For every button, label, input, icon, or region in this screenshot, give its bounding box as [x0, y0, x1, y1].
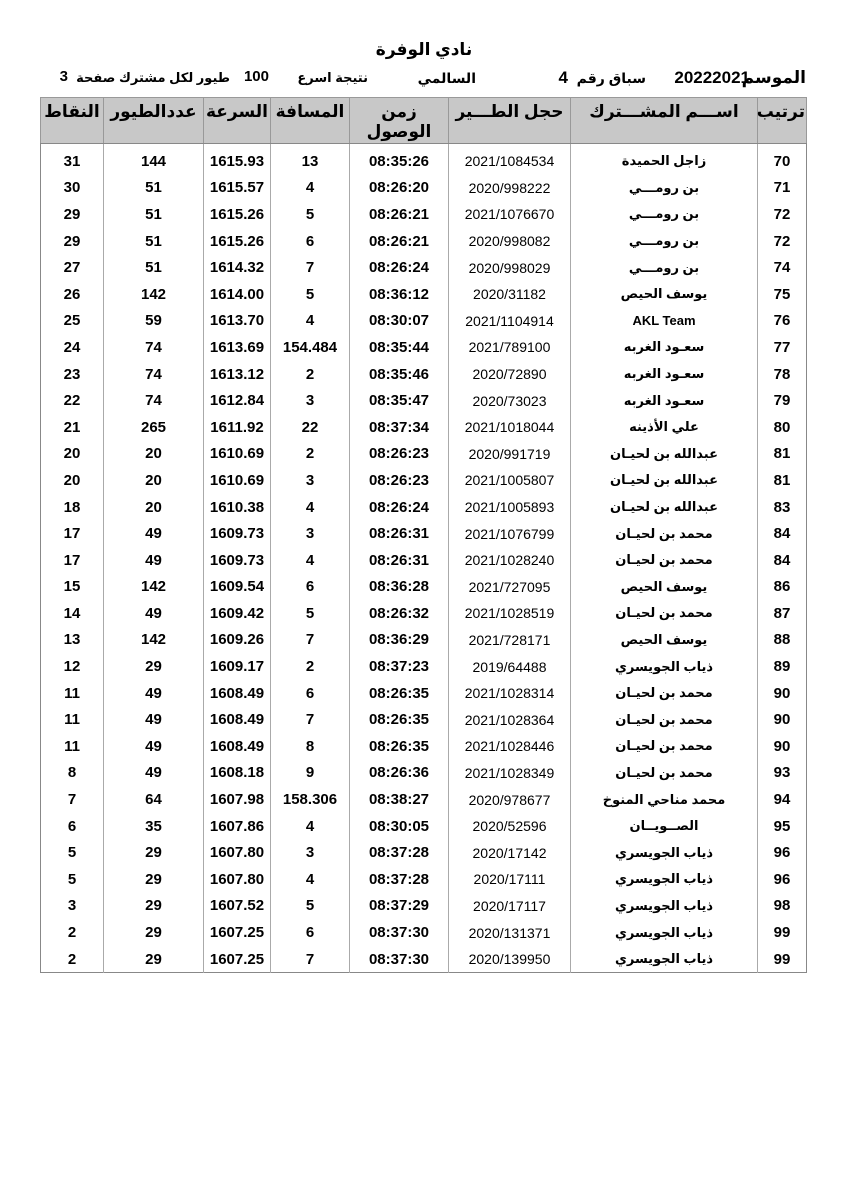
rank-cell: 80 [758, 414, 807, 441]
rank-cell: 94 [758, 786, 807, 813]
rank-cell: 76 [758, 308, 807, 335]
points-cell: 29 [63, 205, 81, 223]
speed-cell: 1612.84 [204, 387, 271, 414]
participant-cell: AKL Team [571, 308, 758, 335]
result-label: نتيجة اسرع [297, 70, 368, 85]
race-info [40, 68, 806, 92]
distance-cell: 4 [271, 547, 350, 574]
participant-cell: سعـود الغربه [571, 334, 758, 361]
points-cell: 7 [67, 791, 77, 809]
distance-cell: 5 [271, 281, 350, 308]
points-cell: 5 [67, 870, 77, 888]
participant-cell: يوسف الحيص [571, 281, 758, 308]
arrival-time-cell: 08:26:31 [350, 547, 449, 574]
birds-cell: 265 [104, 414, 204, 441]
rank-cell: 95 [758, 813, 807, 840]
birds-cell: 59 [104, 308, 204, 335]
ring-cell: 2020/131371 [449, 919, 571, 946]
birds-cell: 29 [104, 839, 204, 866]
distance-cell: 3 [271, 839, 350, 866]
arrival-time-cell: 08:37:34 [350, 414, 449, 441]
arrival-time-cell: 08:26:35 [350, 680, 449, 707]
distance-cell: 4 [271, 494, 350, 521]
rank-cell: 71 [758, 175, 807, 202]
race-number: 4 [558, 68, 568, 87]
speed-cell: 1615.57 [204, 175, 271, 202]
ring-cell: 2021/1028446 [449, 733, 571, 760]
speed-cell: 1615.26 [204, 228, 271, 255]
points-cell: 25 [63, 312, 81, 330]
birds-cell: 29 [104, 866, 204, 893]
participant-cell: محمد بن لحيـان [571, 706, 758, 733]
participant-cell: يوسف الحيص [571, 574, 758, 601]
table-row [41, 839, 807, 866]
speed-cell: 1610.38 [204, 494, 271, 521]
distance-cell: 7 [271, 706, 350, 733]
distance-cell: 6 [271, 680, 350, 707]
table-row [41, 520, 807, 547]
col-participant-header: اســـم المشـــترك [571, 98, 758, 144]
race-label: سباق رقم [576, 70, 646, 86]
location: السالمي [417, 70, 476, 86]
ring-cell: 2021/1028364 [449, 706, 571, 733]
points-cell: 26 [63, 285, 81, 303]
rank-cell: 90 [758, 733, 807, 760]
birds-cell: 49 [104, 600, 204, 627]
participant-cell: ذياب الجويسري [571, 839, 758, 866]
speed-cell: 1614.32 [204, 254, 271, 281]
points-cell: 6 [67, 817, 77, 835]
arrival-time-cell: 08:38:27 [350, 786, 449, 813]
table-row [41, 441, 807, 468]
distance-cell: 2 [271, 361, 350, 388]
birds-cell: 142 [104, 627, 204, 654]
results-table [40, 97, 807, 973]
rank-cell: 75 [758, 281, 807, 308]
table-row [41, 467, 807, 494]
ring-cell: 2020/31182 [449, 281, 571, 308]
ring-cell: 2020/72890 [449, 361, 571, 388]
table-row [41, 600, 807, 627]
ring-cell: 2020/139950 [449, 946, 571, 973]
rank-cell: 88 [758, 627, 807, 654]
distance-cell: 5 [271, 600, 350, 627]
ring-cell: 2020/17142 [449, 839, 571, 866]
table-row [41, 706, 807, 733]
table-row [41, 919, 807, 946]
ring-cell: 2020/991719 [449, 441, 571, 468]
participant-cell: زاجل الحميدة [571, 144, 758, 175]
distance-cell: 6 [271, 919, 350, 946]
participant-cell: بن رومـــي [571, 228, 758, 255]
arrival-time-cell: 08:37:28 [350, 866, 449, 893]
arrival-time-cell: 08:30:05 [350, 813, 449, 840]
participant-cell: بن رومـــي [571, 175, 758, 202]
points-cell: 11 [64, 711, 80, 729]
arrival-time-cell: 08:37:23 [350, 653, 449, 680]
arrival-time-cell: 08:26:36 [350, 760, 449, 787]
arrival-time-cell: 08:26:21 [350, 228, 449, 255]
ring-cell: 2021/728171 [449, 627, 571, 654]
rank-cell: 78 [758, 361, 807, 388]
table-row [41, 308, 807, 335]
speed-cell: 1607.25 [204, 919, 271, 946]
speed-cell: 1609.73 [204, 520, 271, 547]
points-cell: 27 [63, 259, 81, 277]
ring-cell: 2021/1028314 [449, 680, 571, 707]
speed-cell: 1607.86 [204, 813, 271, 840]
rank-cell: 87 [758, 600, 807, 627]
rank-cell: 70 [758, 144, 807, 175]
distance-cell: 7 [271, 627, 350, 654]
speed-cell: 1614.00 [204, 281, 271, 308]
ring-cell: 2020/73023 [449, 387, 571, 414]
points-cell: 17 [63, 525, 81, 543]
participant-cell: ذياب الجويسري [571, 893, 758, 920]
participant-cell: علي الأذينه [571, 414, 758, 441]
birds-cell: 29 [104, 946, 204, 973]
distance-cell: 9 [271, 760, 350, 787]
points-cell: 23 [63, 365, 81, 383]
table-row [41, 281, 807, 308]
points-cell: 13 [63, 631, 81, 649]
distance-cell: 154.484 [271, 334, 350, 361]
arrival-time-cell: 08:35:47 [350, 387, 449, 414]
distance-cell: 3 [271, 467, 350, 494]
birds-cell: 49 [104, 733, 204, 760]
speed-cell: 1607.80 [204, 839, 271, 866]
birds-cell: 29 [104, 653, 204, 680]
table-row [41, 361, 807, 388]
speed-cell: 1615.93 [204, 144, 271, 175]
participant-cell: عبدالله بن لحيـان [571, 494, 758, 521]
points-cell: 18 [63, 498, 81, 516]
points-cell: 15 [63, 578, 81, 596]
arrival-time-cell: 08:26:21 [350, 201, 449, 228]
rank-cell: 99 [758, 919, 807, 946]
table-row [41, 334, 807, 361]
birds-cell: 142 [104, 574, 204, 601]
table-row [41, 680, 807, 707]
table-row [41, 494, 807, 521]
rank-cell: 99 [758, 946, 807, 973]
speed-cell: 1607.98 [204, 786, 271, 813]
table-row [41, 144, 807, 175]
page-number: 3 [59, 68, 68, 85]
rank-cell: 89 [758, 653, 807, 680]
distance-cell: 7 [271, 946, 350, 973]
ring-cell: 2021/727095 [449, 574, 571, 601]
points-cell: 5 [67, 844, 77, 862]
rank-cell: 79 [758, 387, 807, 414]
table-row [41, 653, 807, 680]
points-cell: 31 [63, 152, 81, 170]
distance-cell: 6 [271, 228, 350, 255]
table-row [41, 946, 807, 973]
ring-cell: 2020/998222 [449, 175, 571, 202]
col-distance-header: المسافة [271, 98, 350, 144]
distance-cell: 6 [271, 574, 350, 601]
arrival-time-cell: 08:26:32 [350, 600, 449, 627]
participant-cell: سعـود الغربه [571, 387, 758, 414]
table-row [41, 760, 807, 787]
rank-cell: 84 [758, 547, 807, 574]
speed-cell: 1607.80 [204, 866, 271, 893]
birds-cell: 51 [104, 228, 204, 255]
rank-cell: 74 [758, 254, 807, 281]
participant-cell: عبدالله بن لحيـان [571, 467, 758, 494]
arrival-time-cell: 08:36:28 [350, 574, 449, 601]
birds-per-label: طيور لكل مشترك صفحة [76, 70, 230, 85]
speed-cell: 1613.69 [204, 334, 271, 361]
points-cell: 21 [63, 418, 81, 436]
points-cell: 17 [63, 551, 81, 569]
speed-cell: 1607.52 [204, 893, 271, 920]
speed-cell: 1607.25 [204, 946, 271, 973]
distance-cell: 4 [271, 175, 350, 202]
distance-cell: 22 [271, 414, 350, 441]
rank-cell: 86 [758, 574, 807, 601]
col-ring-header: حجل الطـــير [449, 98, 571, 144]
arrival-time-cell: 08:26:23 [350, 467, 449, 494]
birds-cell: 20 [104, 441, 204, 468]
arrival-time-cell: 08:26:35 [350, 733, 449, 760]
col-rank-header: ترتيب [758, 98, 807, 144]
ring-cell: 2020/17111 [449, 866, 571, 893]
points-cell: 24 [63, 338, 81, 356]
points-cell: 2 [67, 924, 77, 942]
table-row [41, 547, 807, 574]
participant-cell: بن رومـــي [571, 201, 758, 228]
birds-cell: 51 [104, 201, 204, 228]
points-cell: 14 [63, 604, 81, 622]
birds-cell: 51 [104, 175, 204, 202]
participant-cell: يوسف الحيص [571, 627, 758, 654]
participant-cell: محمد بن لحيـان [571, 733, 758, 760]
rank-cell: 96 [758, 866, 807, 893]
table-row [41, 627, 807, 654]
rank-cell: 90 [758, 706, 807, 733]
speed-cell: 1609.42 [204, 600, 271, 627]
speed-cell: 1611.92 [204, 414, 271, 441]
birds-cell: 74 [104, 361, 204, 388]
table-row [41, 786, 807, 813]
speed-cell: 1610.69 [204, 467, 271, 494]
season-value: 20222021 [674, 68, 750, 87]
ring-cell: 2021/1028240 [449, 547, 571, 574]
birds-cell: 29 [104, 919, 204, 946]
arrival-time-cell: 08:37:28 [350, 839, 449, 866]
points-cell: 29 [63, 232, 81, 250]
participant-cell: محمد بن لحيـان [571, 760, 758, 787]
points-cell: 20 [63, 445, 81, 463]
rank-cell: 72 [758, 201, 807, 228]
birds-cell: 74 [104, 334, 204, 361]
points-cell: 20 [63, 471, 81, 489]
arrival-time-cell: 08:26:23 [350, 441, 449, 468]
points-cell: 11 [64, 684, 80, 702]
ring-cell: 2021/1076670 [449, 201, 571, 228]
speed-cell: 1608.49 [204, 706, 271, 733]
arrival-time-cell: 08:37:30 [350, 946, 449, 973]
participant-cell: محمد بن لحيـان [571, 680, 758, 707]
col-speed-header: السرعة [204, 98, 271, 144]
ring-cell: 2020/17117 [449, 893, 571, 920]
participant-cell: ذياب الجويسري [571, 919, 758, 946]
arrival-time-cell: 08:26:20 [350, 175, 449, 202]
distance-cell: 3 [271, 520, 350, 547]
speed-cell: 1609.26 [204, 627, 271, 654]
birds-cell: 20 [104, 494, 204, 521]
table-row [41, 813, 807, 840]
distance-cell: 2 [271, 653, 350, 680]
table-row [41, 574, 807, 601]
birds-cell: 49 [104, 520, 204, 547]
ring-cell: 2021/1018044 [449, 414, 571, 441]
participant-cell: محمد بن لحيـان [571, 520, 758, 547]
speed-cell: 1613.70 [204, 308, 271, 335]
birds-count: 100 [243, 68, 269, 85]
birds-cell: 49 [104, 706, 204, 733]
distance-cell: 5 [271, 893, 350, 920]
speed-cell: 1615.26 [204, 201, 271, 228]
participant-cell: بن رومـــي [571, 254, 758, 281]
arrival-time-cell: 08:26:24 [350, 254, 449, 281]
rank-cell: 84 [758, 520, 807, 547]
birds-cell: 49 [104, 760, 204, 787]
distance-cell: 4 [271, 866, 350, 893]
distance-cell: 2 [271, 441, 350, 468]
rank-cell: 90 [758, 680, 807, 707]
distance-cell: 13 [271, 144, 350, 175]
ring-cell: 2021/1104914 [449, 308, 571, 335]
distance-cell: 7 [271, 254, 350, 281]
distance-cell: 3 [271, 387, 350, 414]
col-birds-header: عددالطيور [104, 98, 204, 144]
table-row [41, 866, 807, 893]
participant-cell: ذياب الجويسري [571, 946, 758, 973]
ring-cell: 2021/789100 [449, 334, 571, 361]
distance-cell: 8 [271, 733, 350, 760]
ring-cell: 2021/1005807 [449, 467, 571, 494]
table-row [41, 254, 807, 281]
rank-cell: 93 [758, 760, 807, 787]
ring-cell: 2021/1076799 [449, 520, 571, 547]
rank-cell: 81 [758, 467, 807, 494]
birds-cell: 49 [104, 680, 204, 707]
speed-cell: 1610.69 [204, 441, 271, 468]
table-row [41, 414, 807, 441]
table-row [41, 228, 807, 255]
speed-cell: 1608.18 [204, 760, 271, 787]
birds-cell: 51 [104, 254, 204, 281]
rank-cell: 77 [758, 334, 807, 361]
table-row [41, 733, 807, 760]
birds-cell: 142 [104, 281, 204, 308]
points-cell: 3 [67, 897, 77, 915]
points-cell: 2 [67, 950, 77, 968]
season-label: الموسم [741, 68, 806, 87]
distance-cell: 4 [271, 813, 350, 840]
ring-cell: 2021/1005893 [449, 494, 571, 521]
points-cell: 22 [63, 392, 81, 410]
birds-cell: 20 [104, 467, 204, 494]
arrival-time-cell: 08:30:07 [350, 308, 449, 335]
table-row [41, 201, 807, 228]
distance-cell: 5 [271, 201, 350, 228]
speed-cell: 1608.49 [204, 680, 271, 707]
rank-cell: 96 [758, 839, 807, 866]
table-row [41, 893, 807, 920]
arrival-time-cell: 08:26:24 [350, 494, 449, 521]
participant-cell: ذياب الجويسري [571, 866, 758, 893]
arrival-time-cell: 08:35:46 [350, 361, 449, 388]
birds-cell: 35 [104, 813, 204, 840]
participant-cell: سعـود الغربه [571, 361, 758, 388]
ring-cell: 2021/1028349 [449, 760, 571, 787]
arrival-time-cell: 08:35:26 [350, 144, 449, 175]
speed-cell: 1608.49 [204, 733, 271, 760]
col-points-header: النقاط [41, 98, 104, 144]
points-cell: 30 [63, 179, 81, 197]
participant-cell: عبدالله بن لحيـان [571, 441, 758, 468]
ring-cell: 2020/998029 [449, 254, 571, 281]
arrival-time-cell: 08:36:29 [350, 627, 449, 654]
speed-cell: 1613.12 [204, 361, 271, 388]
participant-cell: ذياب الجويسري [571, 653, 758, 680]
participant-cell: محمد مناحي المنوخ [571, 786, 758, 813]
table-row [41, 175, 807, 202]
ring-cell: 2020/978677 [449, 786, 571, 813]
ring-cell: 2020/998082 [449, 228, 571, 255]
participant-cell: محمد بن لحيـان [571, 547, 758, 574]
ring-cell: 2020/52596 [449, 813, 571, 840]
arrival-time-cell: 08:37:29 [350, 893, 449, 920]
table-row [41, 387, 807, 414]
rank-cell: 72 [758, 228, 807, 255]
participant-cell: الصــويــان [571, 813, 758, 840]
rank-cell: 83 [758, 494, 807, 521]
birds-cell: 49 [104, 547, 204, 574]
participant-cell: محمد بن لحيـان [571, 600, 758, 627]
birds-cell: 144 [104, 144, 204, 175]
points-cell: 8 [67, 764, 77, 782]
distance-cell: 4 [271, 308, 350, 335]
arrival-time-cell: 08:26:31 [350, 520, 449, 547]
rank-cell: 81 [758, 441, 807, 468]
ring-cell: 2021/1084534 [449, 144, 571, 175]
birds-cell: 29 [104, 893, 204, 920]
arrival-time-cell: 08:35:44 [350, 334, 449, 361]
distance-cell: 158.306 [271, 786, 350, 813]
speed-cell: 1609.54 [204, 574, 271, 601]
arrival-time-cell: 08:37:30 [350, 919, 449, 946]
speed-cell: 1609.17 [204, 653, 271, 680]
points-cell: 12 [63, 658, 81, 676]
arrival-time-cell: 08:36:12 [350, 281, 449, 308]
birds-cell: 74 [104, 387, 204, 414]
arrival-time-cell: 08:26:35 [350, 706, 449, 733]
points-cell: 11 [64, 737, 80, 755]
ring-cell: 2021/1028519 [449, 600, 571, 627]
birds-cell: 64 [104, 786, 204, 813]
rank-cell: 98 [758, 893, 807, 920]
speed-cell: 1609.73 [204, 547, 271, 574]
ring-cell: 2019/64488 [449, 653, 571, 680]
club-name: نادي الوفرة [375, 40, 473, 59]
col-arrival-time-header: زمن الوصول [350, 98, 449, 144]
